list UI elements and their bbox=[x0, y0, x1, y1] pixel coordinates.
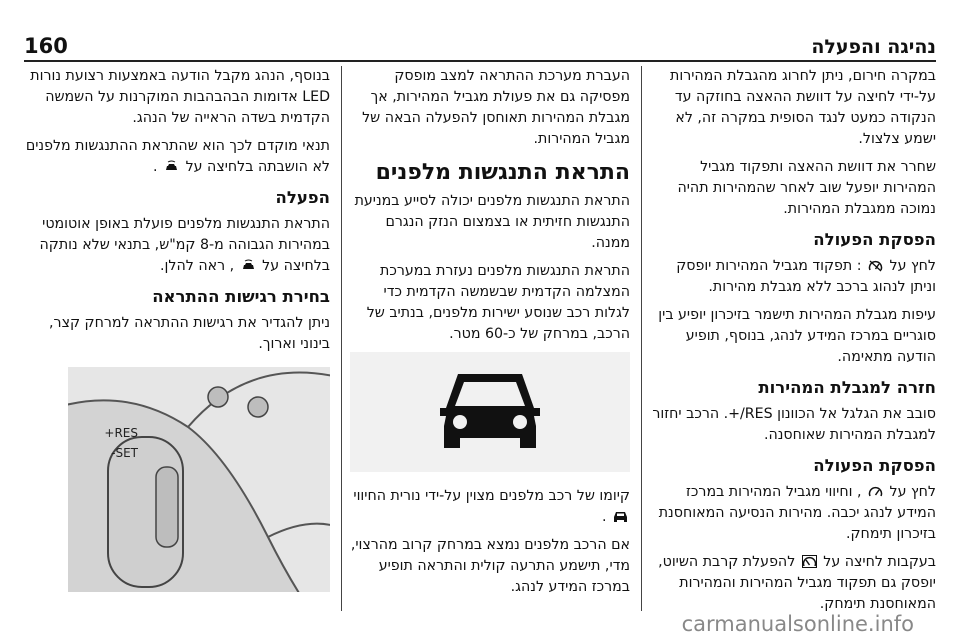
paragraph-precondition: תנאי מוקדם לכך הוא שהתראת ההתנגשות מלפנים לא הושבתה בלחיצה על . bbox=[25, 138, 330, 175]
paragraph-system-off: העברת מערכת ההתראה למצב מופסק מפסיקה גם את פעולת מגביל המהירות, אך מגבלת המהירות תאוחסן להפעלה הבאה של מגביל המהירות. bbox=[362, 68, 630, 147]
paragraph-fca-intro: התראת התנגשות מלפנים יכולה לסייע במניעת התנגשות חזיתית או בצמצום הנזק הנגרם ממנה. bbox=[354, 193, 630, 251]
paragraph-led-strip: בנוסף, הנהג מקבל הודעה באמצעות רצועת נורות LED אדומות הבהבהבות המוקרנות על השמשה הקדמית בשדה הראייה של הנהג. bbox=[30, 68, 330, 126]
column-middle bbox=[350, 66, 630, 611]
heading-forward-collision-alert: התראת התנגשות מלפנים bbox=[375, 160, 630, 185]
header-rule bbox=[24, 60, 936, 62]
paragraph-fca-camera: התראת התנגשות מלפנים נעזרת במערכת המצלמה הקדמית שבשמשה הקדמית כדי לגלות רכב שנוסע ישירות מלפנים, בנתיב של הרכב, במרחק של כ-60 מטר. bbox=[366, 263, 630, 342]
watermark: carmanualsonline.info bbox=[681, 612, 914, 636]
limiter-button bbox=[208, 387, 228, 407]
header-title: נהיגה והפעלה bbox=[811, 36, 936, 58]
steering-wheel-image bbox=[68, 367, 330, 592]
paragraph-override: במקרה חירום, ניתן לחרוג מהגבלת המהירות על-ידי לחיצה על דוושת ההאצה בחוזקה עד הנקודה כמעט לנגד הסופית במקרה זה, לא ישמע צלצול. bbox=[670, 68, 936, 147]
column-right bbox=[652, 66, 936, 611]
heading-sensitivity: בחירת רגישות ההתראה bbox=[152, 287, 330, 306]
paragraph-operation: התראת התנגשות מלפנים פועלת באופן אוטומטי במהירות הגבוהה מ-8 קמ"ש, בתנאי שלא נותקה בלחיצה על , ראה להלן. bbox=[39, 216, 330, 274]
paragraph-sensitivity: ניתן להגדיר את רגישות ההתראה למרחק קצר, בינוני וארוך. bbox=[49, 315, 330, 352]
heading-operation: הפעלה bbox=[275, 188, 330, 207]
paragraph-pause: לחץ על : תפקוד מגביל המהירות יופסק וניתן לנהוג ברכב ללא מגבלת מהירות. bbox=[676, 258, 936, 295]
page-number: 160 bbox=[24, 34, 68, 58]
paragraph-stop: לחץ על , וחיווי מגביל המהירות במרכז המידע לנהג יכבה. מהירות הנסיעה המאוחסנת בזיכרון תימחק. bbox=[658, 484, 936, 542]
heading-pause: הפסקת הפעולה bbox=[813, 230, 936, 249]
collision-alert-button-icon bbox=[241, 259, 256, 272]
heading-stop: הפסקת הפעולה bbox=[813, 456, 936, 475]
paragraph-release-accelerator: שחרר את דוושת ההאצה ותפקוד מגביל המהירות יופעל שוב לאחר שהמהירות תהיה נמוכה ממגבלת המהירות. bbox=[677, 159, 936, 217]
paragraph-indicator: קיומו של רכב מלפנים מצוין על-ידי נורית החיווי . bbox=[353, 488, 630, 525]
column-left bbox=[24, 66, 330, 611]
vehicle-ahead-illustration bbox=[350, 352, 630, 472]
column-divider-right bbox=[641, 66, 642, 611]
steering-wheel-controls-illustration bbox=[68, 367, 330, 592]
car-front-icon bbox=[430, 364, 550, 460]
speed-limiter-icon bbox=[868, 485, 883, 498]
set-label: SET- bbox=[111, 446, 138, 460]
cruise-control-icon bbox=[802, 555, 817, 568]
collision-alert-button-icon bbox=[164, 160, 179, 173]
column-divider-left bbox=[341, 66, 342, 611]
paragraph-cruise-control: בעקבות לחיצה על להפעלת קרבת השיוט, יופסק גם תפקוד מגביל המהירות והמהירות המאוחסנת תימחק. bbox=[658, 554, 936, 611]
res-label: RES+ bbox=[104, 426, 138, 440]
collision-alert-button bbox=[248, 397, 268, 417]
heading-return: חזרה למגבלת המהירות bbox=[758, 378, 936, 397]
paragraph-return: סובב את הגלגל אל הכוונון RES/+. הרכב יחזור למגבלת המהירות שאוחסנה. bbox=[652, 406, 936, 443]
page-header bbox=[24, 24, 936, 58]
paragraph-close-warning: אם הרכב מלפנים נמצא במרחק קרוב מהרצוי, מדי, תישמע התרעה קולית והתראה תופיע במרכז המידע לנהג. bbox=[350, 537, 630, 595]
paragraph-memory-display: עיפות מגבלת המהירות תישמר בזיכרון יופיע בין סוגריים במרכז המידע לנהג, בנוסף, תופיע הודעה מתאימה. bbox=[658, 307, 936, 365]
speed-limiter-off-icon bbox=[868, 259, 883, 272]
vehicle-ahead-icon bbox=[613, 510, 628, 523]
